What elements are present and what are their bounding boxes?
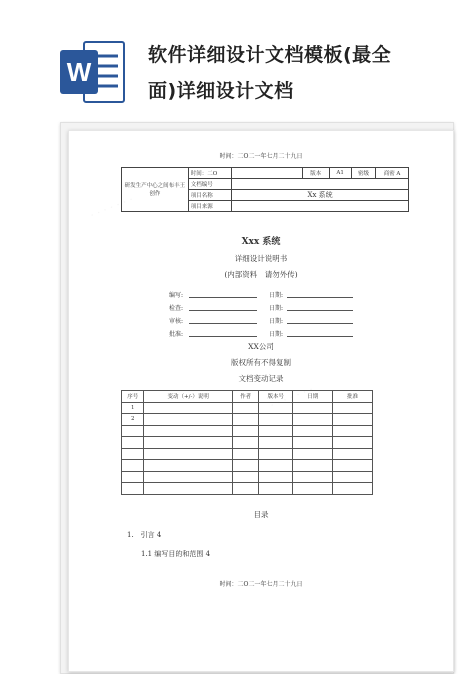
internal-note: (内部资料 请勿外传) xyxy=(224,270,298,279)
word-doc-icon xyxy=(58,36,128,108)
table-row xyxy=(122,402,373,414)
sig-date-label: 日期: xyxy=(269,305,284,312)
time-cell: 时间：二O xyxy=(188,168,231,179)
sig-label: 编写: xyxy=(169,292,184,299)
date-top: 时间：二O二一年七月二十九日 xyxy=(219,153,303,160)
col-header: 序号 xyxy=(122,391,144,403)
doc-no-label: 文档编号 xyxy=(188,179,231,190)
project-name-value: Xx 系统 xyxy=(232,190,409,201)
org-cell: 研发生产中心之间布丰王创作 xyxy=(122,168,189,212)
info-table xyxy=(121,167,409,212)
page-title-line-2: 面)详细设计文档 xyxy=(148,80,294,102)
sig-date-label: 日期: xyxy=(269,292,284,299)
version-value: A1 xyxy=(329,168,351,179)
table-cell: 1 xyxy=(122,402,144,414)
sig-date-label: 日期: xyxy=(269,331,284,338)
sig-label: 检查: xyxy=(169,305,184,312)
table-row xyxy=(122,483,373,495)
secret-value: 商密 A xyxy=(376,168,409,179)
project-source-label: 项目来源 xyxy=(188,201,231,212)
sig-label: 审核: xyxy=(169,318,184,325)
toc-item[interactable]: 1. 引言 4 xyxy=(127,531,162,539)
system-title: Xxx 系统 xyxy=(241,237,281,247)
table-row xyxy=(122,414,373,426)
secret-label: 密级 xyxy=(351,168,375,179)
page-header xyxy=(0,0,474,118)
copyright: 版权所有不得复制 xyxy=(231,358,291,367)
sig-label: 批准: xyxy=(169,331,184,338)
table-row xyxy=(122,437,373,449)
document-page xyxy=(68,130,454,672)
company-name: XX公司 xyxy=(248,342,274,351)
table-row xyxy=(122,460,373,472)
table-cell: 2 xyxy=(122,414,144,426)
toc-title: 目录 xyxy=(253,510,269,519)
toc-item[interactable]: 1.1 编写目的和范围 4 xyxy=(141,550,211,558)
changelog-table xyxy=(121,390,373,495)
page-title-line-1: 软件详细设计文档模板(最全 xyxy=(148,44,392,66)
col-header: 版本号 xyxy=(259,391,293,403)
changelog-header-row xyxy=(122,391,373,403)
col-header: 日期 xyxy=(293,391,333,403)
project-name-label: 项目名称 xyxy=(188,190,231,201)
col-header: 作者 xyxy=(233,391,259,403)
svg-text:W: W xyxy=(66,57,92,87)
date-bottom: 时间：二O二一年七月二十九日 xyxy=(219,581,303,588)
col-header: 批准 xyxy=(333,391,373,403)
doc-subtitle: 详细设计说明书 xyxy=(234,254,288,263)
table-row xyxy=(122,471,373,483)
col-header: 变动（+/-）说明 xyxy=(144,391,233,403)
changelog-title: 文档变动记录 xyxy=(238,374,284,383)
version-label: 版本 xyxy=(303,168,329,179)
table-row xyxy=(122,425,373,437)
table-row xyxy=(122,448,373,460)
sig-date-label: 日期: xyxy=(269,318,284,325)
